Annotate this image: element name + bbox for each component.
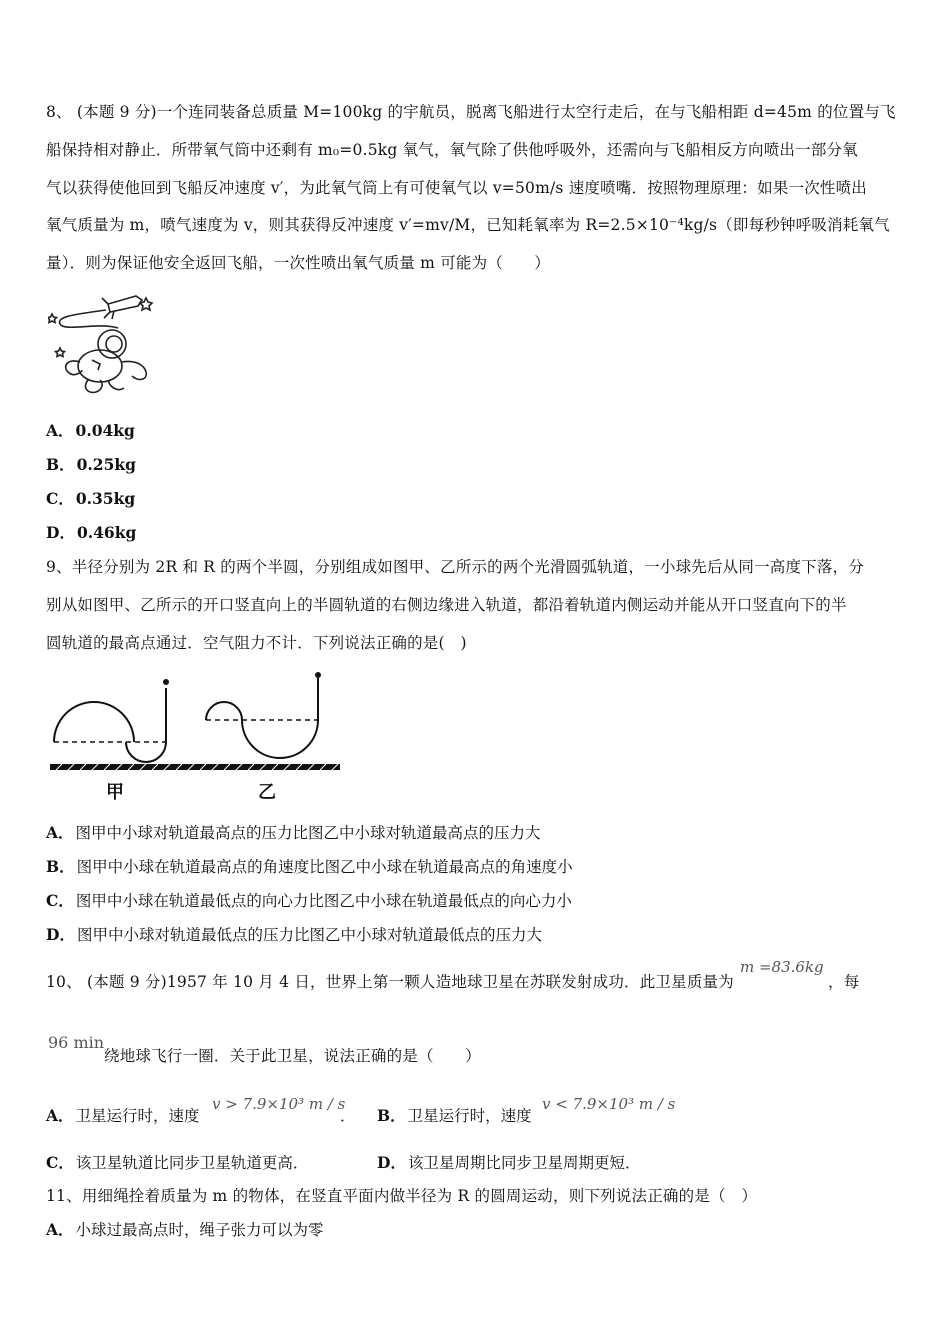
q8-line-3: 气以获得使他回到飞船反冲速度 v′，为此氧气筒上有可使氧气以 v=50m/s 速度喷嘴．按照物理原理：如果一次性喷出: [46, 179, 868, 197]
q10-option-d-text: 该卫星周期比同步卫星周期更短．: [407, 1154, 641, 1172]
q9-option-d[interactable]: [46, 925, 542, 945]
q8-option-c[interactable]: [46, 489, 135, 509]
q10-option-a-formula: v > 7.9×10³ m / s: [212, 1095, 346, 1113]
q8-option-a-label: A．: [46, 421, 74, 440]
q10-option-a[interactable]: [46, 1106, 200, 1126]
q10-option-d[interactable]: [377, 1153, 640, 1173]
q9-line-3: 圆轨道的最高点通过．空气阻力不计．下列说法正确的是( ): [46, 634, 467, 652]
q10-option-a-end: ．: [340, 1107, 356, 1125]
q9-option-a[interactable]: [46, 823, 541, 843]
q10-option-b-label: B．: [377, 1106, 406, 1125]
q11-option-a-text: 小球过最高点时，绳子张力可以为零: [75, 1221, 324, 1239]
q9-option-c[interactable]: [46, 891, 572, 911]
q8-option-c-text: 0.35kg: [75, 489, 136, 508]
q10-period-formula: 96 min: [48, 1033, 105, 1052]
q9-option-d-text: 图甲中小球对轨道最低点的压力比图乙中小球对轨道最低点的压力大: [76, 926, 542, 944]
q11-option-a-label: A．: [46, 1220, 74, 1239]
q9-option-c-label: C．: [46, 891, 74, 910]
q9-line-2: 别从如图甲、乙所示的开口竖直向上的半圆轨道的右侧边缘进入轨道，都沿着轨道内侧运动并能从开口竖直向下的半: [46, 596, 847, 614]
q8-option-b[interactable]: [46, 455, 136, 475]
q10-option-b-text: 卫星运行时，速度: [407, 1107, 532, 1125]
figure-label-yi: 乙: [258, 782, 276, 803]
q9-option-a-text: 图甲中小球对轨道最高点的压力比图乙中小球对轨道最高点的压力大: [75, 824, 541, 842]
q10-line-1-end: ，每: [828, 973, 860, 991]
q10-option-c-text: 该卫星轨道比同步卫星轨道更高．: [75, 1154, 309, 1172]
q10-option-b[interactable]: [377, 1106, 532, 1126]
q8-option-a-text: 0.04kg: [75, 421, 135, 440]
q9-option-b-text: 图甲中小球在轨道最高点的角速度比图乙中小球在轨道最高点的角速度小: [76, 858, 573, 876]
q9-line-1: 9、半径分别为 2R 和 R 的两个半圆，分别组成如图甲、乙所示的两个光滑圆弧轨道，一小球先后从同一高度下落，分: [46, 558, 864, 576]
q10-mass-formula: m =83.6kg: [740, 958, 824, 976]
q9-option-a-label: A．: [46, 823, 74, 842]
q8-option-d[interactable]: [46, 523, 136, 543]
q8-option-b-label: B．: [46, 455, 75, 474]
q10-option-b-formula: v < 7.9×10³ m / s: [542, 1095, 676, 1113]
q10-option-d-label: D．: [377, 1153, 406, 1172]
q10-line-1: 10、 (本题 9 分)1957 年 10 月 4 日，世界上第一颗人造地球卫星在苏联发射成功．此卫星质量为: [46, 973, 734, 991]
q10-option-a-text: 卫星运行时，速度: [75, 1107, 200, 1125]
q8-line-1: 8、 (本题 9 分)一个连同装备总质量 M=100kg 的宇航员，脱离飞船进行太空行走后，在与飞船相距 d=45m 的位置与飞: [46, 103, 896, 121]
q8-line-5: 量）．则为保证他安全返回飞船，一次性喷出氧气质量 m 可能为（ ）: [46, 254, 551, 272]
q11-option-a[interactable]: [46, 1220, 324, 1240]
q9-option-b-label: B．: [46, 857, 75, 876]
q10-line-2: 绕地球飞行一圈．关于此卫星，说法正确的是（ ）: [104, 1047, 481, 1065]
q8-line-2: 船保持相对静止．所带氧气筒中还剩有 m₀=0.5kg 氧气，氧气除了供他呼吸外，还需向与飞船相反方向喷出一部分氧: [46, 141, 858, 159]
q9-option-b[interactable]: [46, 857, 573, 877]
q9-option-d-label: D．: [46, 925, 75, 944]
track-figure: [46, 670, 346, 810]
q8-line-4: 氧气质量为 m，喷气速度为 v，则其获得反冲速度 v′=mv/M，已知耗氧率为 R=2.5×10⁻⁴kg/s（即每秒钟呼吸消耗氧气: [46, 216, 890, 234]
figure-label-jia: 甲: [106, 782, 124, 803]
q8-option-a[interactable]: [46, 421, 135, 441]
q8-option-c-label: C．: [46, 489, 74, 508]
astronaut-illustration: [48, 292, 163, 397]
q8-option-d-label: D．: [46, 523, 75, 542]
q11-line-1: 11、用细绳拴着质量为 m 的物体，在竖直平面内做半径为 R 的圆周运动，则下列说法正确的是（ ）: [46, 1187, 758, 1205]
q10-option-a-label: A．: [46, 1106, 74, 1125]
q10-option-c-label: C．: [46, 1153, 74, 1172]
q8-option-b-text: 0.25kg: [76, 455, 136, 474]
q10-option-c[interactable]: [46, 1153, 308, 1173]
q8-option-d-text: 0.46kg: [76, 523, 137, 542]
q9-option-c-text: 图甲中小球在轨道最低点的向心力比图乙中小球在轨道最低点的向心力小: [75, 892, 572, 910]
